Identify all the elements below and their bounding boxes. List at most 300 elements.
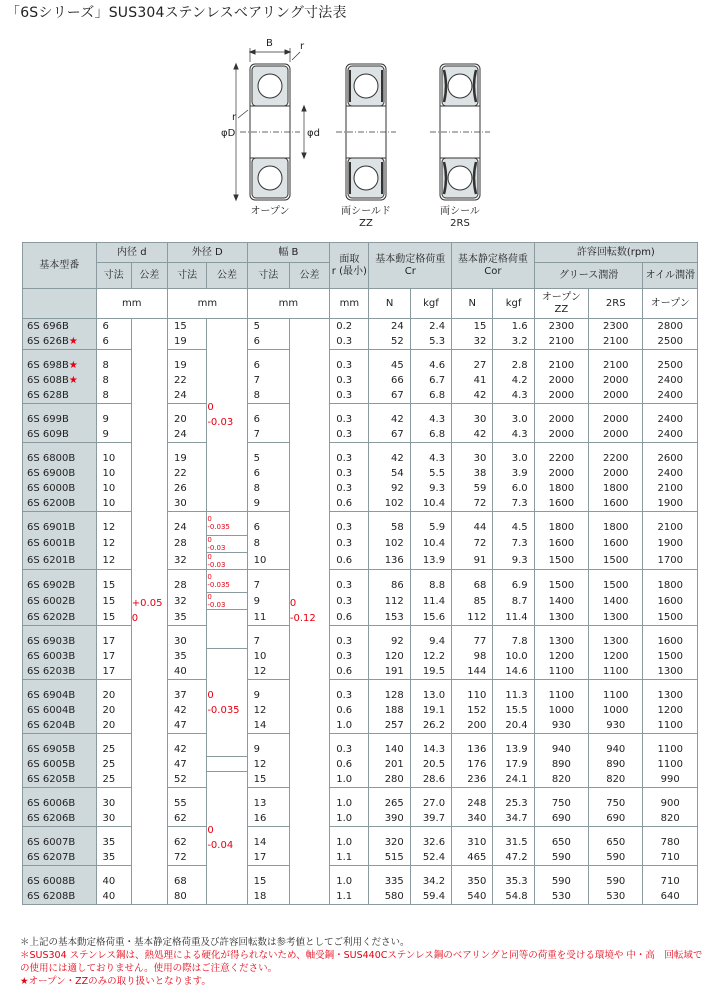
dynamic-load-kgf-cell: 4.3 <box>410 404 451 428</box>
chamfer-cell: 0.3 <box>330 569 369 593</box>
tolerance-value: -0.03 <box>207 543 226 552</box>
chamfer-cell: 0.6 <box>330 610 369 626</box>
outer-diameter-cell: 20 <box>168 404 207 428</box>
chamfer-cell: 0.3 <box>330 443 369 467</box>
dynamic-load-kgf-cell: 6.7 <box>410 373 451 388</box>
width-cell: 10 <box>247 552 289 569</box>
chamfer-cell: 0.3 <box>330 625 369 649</box>
chamfer-cell: 0.3 <box>330 388 369 404</box>
table-row <box>23 826 698 850</box>
width-cell: 12 <box>247 703 289 718</box>
speed-2rs-cell: 2100 <box>589 350 643 374</box>
speed-open-zz-cell: 590 <box>534 850 588 866</box>
table-row <box>23 787 698 811</box>
dynamic-load-kgf-cell: 10.4 <box>410 496 451 512</box>
model-cell <box>23 512 97 536</box>
table-row <box>23 865 698 889</box>
inner-diameter-cell: 40 <box>96 889 131 905</box>
static-load-kgf-cell: 34.7 <box>493 811 534 827</box>
static-load-kgf-cell: 7.8 <box>493 625 534 649</box>
outer-diameter-cell: 32 <box>168 552 207 569</box>
width-cell: 8 <box>247 481 289 496</box>
static-load-n-cell: 310 <box>452 826 493 850</box>
inner-diameter-cell: 10 <box>96 481 131 496</box>
inner-diameter-cell: 12 <box>96 512 131 536</box>
unit-dyn-kgf: kgf <box>410 289 451 319</box>
dim-label-b: B <box>266 38 273 49</box>
speed-open-zz-cell: 1400 <box>534 593 588 610</box>
table-row <box>23 757 698 772</box>
outer-tolerance-cell <box>207 610 247 649</box>
dynamic-load-n-cell: 92 <box>369 481 410 496</box>
static-load-kgf-cell: 17.9 <box>493 757 534 772</box>
speed-oil-open-cell: 1300 <box>643 664 698 680</box>
dynamic-load-n-cell: 257 <box>369 718 410 734</box>
dynamic-load-n-cell: 191 <box>369 664 410 680</box>
outer-tolerance-cell <box>207 649 247 757</box>
dynamic-load-n-cell: 58 <box>369 512 410 536</box>
static-load-n-cell: 200 <box>452 718 493 734</box>
speed-2rs-cell: 890 <box>589 757 643 772</box>
chamfer-cell: 0.3 <box>330 679 369 703</box>
model-cell <box>23 664 97 680</box>
speed-2rs-cell: 2200 <box>589 443 643 467</box>
static-load-kgf-cell: 31.5 <box>493 826 534 850</box>
hdr-chamfer: 面取 r (最小) <box>330 243 369 289</box>
speed-open-zz-cell: 750 <box>534 787 588 811</box>
width-cell: 9 <box>247 593 289 610</box>
model-cell <box>23 481 97 496</box>
width-cell: 6 <box>247 350 289 374</box>
tolerance-value: -0.035 <box>207 704 240 716</box>
width-cell: 9 <box>247 679 289 703</box>
model-cell <box>23 787 97 811</box>
outer-tolerance-cell <box>207 512 247 536</box>
speed-oil-open-cell: 1100 <box>643 757 698 772</box>
speed-2rs-cell: 1500 <box>589 569 643 593</box>
outer-diameter-cell: 52 <box>168 772 207 788</box>
star-icon: ★ <box>68 375 78 386</box>
static-load-kgf-cell: 25.3 <box>493 787 534 811</box>
table-row <box>23 443 698 467</box>
speed-open-zz-cell: 2200 <box>534 443 588 467</box>
chamfer-cell: 1.0 <box>330 865 369 889</box>
dynamic-load-n-cell: 390 <box>369 811 410 827</box>
speed-open-zz-cell: 2000 <box>534 388 588 404</box>
dynamic-load-n-cell: 67 <box>369 388 410 404</box>
dynamic-load-n-cell: 265 <box>369 787 410 811</box>
open-bearing-drawing <box>234 48 306 200</box>
dynamic-load-n-cell: 67 <box>369 427 410 443</box>
hdr-width-size: 寸法 <box>247 263 289 289</box>
static-load-n-cell: 91 <box>452 552 493 569</box>
hdr-inner: 内径 d <box>96 243 168 263</box>
static-load-n-cell: 42 <box>452 388 493 404</box>
speed-oil-open-cell: 1100 <box>643 733 698 757</box>
table-row <box>23 373 698 388</box>
model-cell <box>23 552 97 569</box>
dynamic-load-kgf-cell: 15.6 <box>410 610 451 626</box>
static-load-n-cell: 72 <box>452 535 493 552</box>
static-load-kgf-cell: 1.6 <box>493 319 534 335</box>
model-cell <box>23 718 97 734</box>
chamfer-cell: 0.6 <box>330 496 369 512</box>
dynamic-load-kgf-cell: 9.4 <box>410 625 451 649</box>
static-load-n-cell: 540 <box>452 889 493 905</box>
dynamic-load-n-cell: 92 <box>369 625 410 649</box>
outer-diameter-cell: 37 <box>168 679 207 703</box>
tolerance-value: 0 <box>207 402 214 413</box>
dynamic-load-n-cell: 120 <box>369 649 410 664</box>
zz-bearing-drawing <box>336 64 396 200</box>
diagram-label-2rs-text: 両シール <box>440 206 480 217</box>
dynamic-load-kgf-cell: 19.1 <box>410 703 451 718</box>
static-load-n-cell: 59 <box>452 481 493 496</box>
static-load-kgf-cell: 3.0 <box>493 443 534 467</box>
chamfer-cell: 0.3 <box>330 427 369 443</box>
tolerance-value: 0 <box>131 613 139 625</box>
dynamic-load-n-cell: 112 <box>369 593 410 610</box>
outer-diameter-cell: 42 <box>168 703 207 718</box>
dynamic-load-n-cell: 140 <box>369 733 410 757</box>
dynamic-load-n-cell: 188 <box>369 703 410 718</box>
outer-diameter-cell: 32 <box>168 593 207 610</box>
speed-open-zz-cell: 820 <box>534 772 588 788</box>
width-cell: 16 <box>247 811 289 827</box>
inner-diameter-cell: 20 <box>96 679 131 703</box>
speed-2rs-cell: 2000 <box>589 388 643 404</box>
hdr-model-blank <box>23 289 97 319</box>
table-row <box>23 593 698 610</box>
outer-diameter-cell: 42 <box>168 733 207 757</box>
static-load-kgf-cell: 11.3 <box>493 679 534 703</box>
tolerance-value: 0 <box>207 824 214 836</box>
hdr-model: 基本型番 <box>23 243 97 289</box>
notes <box>20 936 710 988</box>
outer-diameter-cell: 26 <box>168 481 207 496</box>
diagram-label-open <box>240 206 300 218</box>
static-load-n-cell: 30 <box>452 404 493 428</box>
unit-outer: mm <box>168 289 248 319</box>
dynamic-load-kgf-cell: 2.4 <box>410 319 451 335</box>
model-cell <box>23 373 97 388</box>
model-number: 6S 6207B <box>27 851 76 863</box>
tolerance-value: -0.035 <box>207 523 230 532</box>
speed-2rs-cell: 690 <box>589 811 643 827</box>
chamfer-cell: 0.6 <box>330 757 369 772</box>
inner-diameter-cell: 12 <box>96 535 131 552</box>
speed-oil-open-cell: 640 <box>643 889 698 905</box>
unit-2rs: 2RS <box>589 289 643 319</box>
inner-diameter-cell: 10 <box>96 496 131 512</box>
width-cell: 12 <box>247 757 289 772</box>
speed-open-zz-cell: 650 <box>534 826 588 850</box>
dynamic-load-kgf-cell: 39.7 <box>410 811 451 827</box>
model-number: 6S 608B <box>27 375 69 386</box>
static-load-n-cell: 465 <box>452 850 493 866</box>
model-number: 6S 6002B <box>27 595 76 607</box>
tolerance-value: -0.035 <box>207 580 230 589</box>
speed-open-zz-cell: 1500 <box>534 552 588 569</box>
model-number: 6S 6000B <box>27 483 76 494</box>
outer-diameter-cell: 22 <box>168 373 207 388</box>
static-load-n-cell: 44 <box>452 512 493 536</box>
chamfer-cell: 0.3 <box>330 334 369 350</box>
chamfer-cell: 0.3 <box>330 535 369 552</box>
diagram-label-2rs <box>424 206 496 230</box>
speed-oil-open-cell: 1800 <box>643 569 698 593</box>
table-row <box>23 388 698 404</box>
chamfer-cell: 0.3 <box>330 593 369 610</box>
static-load-kgf-cell: 4.2 <box>493 373 534 388</box>
table-row <box>23 496 698 512</box>
width-cell: 9 <box>247 733 289 757</box>
table-row <box>23 535 698 552</box>
speed-open-zz-cell: 1000 <box>534 703 588 718</box>
hdr-outer-tol: 公差 <box>207 263 247 289</box>
speed-2rs-cell: 1500 <box>589 552 643 569</box>
static-load-kgf-cell: 2.8 <box>493 350 534 374</box>
inner-diameter-cell: 10 <box>96 443 131 467</box>
outer-diameter-cell: 28 <box>168 535 207 552</box>
speed-2rs-cell: 1800 <box>589 512 643 536</box>
table-head <box>23 243 698 319</box>
tolerance-value: -0.04 <box>207 839 234 851</box>
tolerance-value: -0.03 <box>207 417 234 428</box>
dynamic-load-kgf-cell: 32.6 <box>410 826 451 850</box>
speed-2rs-cell: 530 <box>589 889 643 905</box>
model-cell <box>23 679 97 703</box>
chamfer-cell: 0.3 <box>330 404 369 428</box>
diagram-label-open-text: オープン <box>250 206 290 217</box>
unit-open: オープン <box>643 289 698 319</box>
width-cell: 14 <box>247 718 289 734</box>
model-number: 6S 6003B <box>27 650 76 662</box>
chamfer-cell: 0.3 <box>330 373 369 388</box>
table-row <box>23 569 698 593</box>
model-cell <box>23 865 97 889</box>
speed-oil-open-cell: 1500 <box>643 610 698 626</box>
speed-open-zz-cell: 2000 <box>534 466 588 481</box>
speed-open-zz-cell: 1200 <box>534 649 588 664</box>
inner-diameter-cell: 20 <box>96 703 131 718</box>
static-load-kgf-cell: 24.1 <box>493 772 534 788</box>
chamfer-cell: 0.3 <box>330 350 369 374</box>
speed-oil-open-cell: 2400 <box>643 373 698 388</box>
star-icon: ★ <box>68 336 78 347</box>
speed-2rs-cell: 590 <box>589 850 643 866</box>
inner-diameter-cell: 15 <box>96 593 131 610</box>
outer-diameter-cell: 24 <box>168 388 207 404</box>
note-line: ＊上記の基本動定格荷重・基本静定格荷重及び許容回転数は参考値としてご利用ください。 <box>20 937 410 948</box>
dynamic-load-kgf-cell: 5.5 <box>410 466 451 481</box>
model-cell <box>23 625 97 649</box>
chamfer-cell: 1.0 <box>330 718 369 734</box>
dynamic-load-n-cell: 153 <box>369 610 410 626</box>
outer-diameter-cell: 24 <box>168 512 207 536</box>
model-number: 6S 6008B <box>27 875 76 887</box>
outer-diameter-cell: 35 <box>168 610 207 626</box>
inner-diameter-cell: 17 <box>96 649 131 664</box>
static-load-n-cell: 42 <box>452 427 493 443</box>
model-number: 6S 699B <box>27 414 69 425</box>
outer-tolerance-cell <box>207 535 247 552</box>
speed-oil-open-cell: 2100 <box>643 512 698 536</box>
dynamic-load-n-cell: 86 <box>369 569 410 593</box>
inner-diameter-cell: 17 <box>96 664 131 680</box>
table-row <box>23 319 698 335</box>
dynamic-load-kgf-cell: 20.5 <box>410 757 451 772</box>
table-row <box>23 679 698 703</box>
inner-diameter-cell: 8 <box>96 388 131 404</box>
inner-diameter-cell: 30 <box>96 787 131 811</box>
static-load-n-cell: 77 <box>452 625 493 649</box>
speed-open-zz-cell: 690 <box>534 811 588 827</box>
outer-diameter-cell: 35 <box>168 649 207 664</box>
tolerance-value: 0 <box>207 552 212 561</box>
inner-diameter-cell: 20 <box>96 718 131 734</box>
static-load-kgf-cell: 20.4 <box>493 718 534 734</box>
model-number: 6S 6904B <box>27 689 76 701</box>
model-number: 6S 6001B <box>27 538 76 549</box>
static-load-kgf-cell: 6.0 <box>493 481 534 496</box>
outer-diameter-cell: 47 <box>168 718 207 734</box>
static-load-kgf-cell: 8.7 <box>493 593 534 610</box>
table-row <box>23 427 698 443</box>
static-load-kgf-cell: 7.3 <box>493 496 534 512</box>
table-row <box>23 811 698 827</box>
note-line: ★オープン・ZZのみの取り扱いとなります。 <box>20 976 211 987</box>
speed-open-zz-cell: 2300 <box>534 319 588 335</box>
model-cell <box>23 535 97 552</box>
outer-diameter-cell: 72 <box>168 850 207 866</box>
dynamic-load-n-cell: 45 <box>369 350 410 374</box>
speed-oil-open-cell: 780 <box>643 826 698 850</box>
static-load-kgf-cell: 6.9 <box>493 569 534 593</box>
tolerance-value: -0.03 <box>207 560 226 569</box>
model-number: 6S 6005B <box>27 758 76 770</box>
dynamic-load-n-cell: 580 <box>369 889 410 905</box>
outer-diameter-cell: 68 <box>168 865 207 889</box>
model-number: 6S 6800B <box>27 453 76 464</box>
speed-oil-open-cell: 2100 <box>643 481 698 496</box>
model-number: 6S 6208B <box>27 890 76 902</box>
model-cell <box>23 826 97 850</box>
page-title: 「6Sシリーズ」SUS304ステンレスベアリング寸法表 <box>6 5 347 21</box>
outer-diameter-cell: 24 <box>168 427 207 443</box>
tolerance-value: +0.05 <box>131 598 163 610</box>
model-cell <box>23 443 97 467</box>
speed-oil-open-cell: 2400 <box>643 466 698 481</box>
static-load-kgf-cell: 54.8 <box>493 889 534 905</box>
chamfer-cell: 0.3 <box>330 481 369 496</box>
static-load-n-cell: 41 <box>452 373 493 388</box>
inner-diameter-cell: 9 <box>96 404 131 428</box>
static-load-n-cell: 152 <box>452 703 493 718</box>
speed-open-zz-cell: 2100 <box>534 334 588 350</box>
tolerance-value: 0 <box>207 572 212 581</box>
inner-diameter-cell: 6 <box>96 319 131 335</box>
speed-2rs-cell: 1800 <box>589 481 643 496</box>
static-load-n-cell: 15 <box>452 319 493 335</box>
model-number: 6S 628B <box>27 390 69 401</box>
width-cell: 6 <box>247 466 289 481</box>
static-load-kgf-cell: 4.5 <box>493 512 534 536</box>
speed-oil-open-cell: 2600 <box>643 443 698 467</box>
model-number: 6S 6203B <box>27 665 76 677</box>
model-number: 6S 626B <box>27 336 69 347</box>
dynamic-load-kgf-cell: 28.6 <box>410 772 451 788</box>
hdr-speed: 許容回転数(rpm) <box>534 243 697 263</box>
inner-diameter-cell: 12 <box>96 552 131 569</box>
static-load-kgf-cell: 10.0 <box>493 649 534 664</box>
rs-bearing-drawing <box>430 64 490 200</box>
model-number: 6S 696B <box>27 321 69 332</box>
static-load-kgf-cell: 3.9 <box>493 466 534 481</box>
speed-oil-open-cell: 900 <box>643 787 698 811</box>
dynamic-load-n-cell: 128 <box>369 679 410 703</box>
speed-2rs-cell: 1600 <box>589 535 643 552</box>
table-row <box>23 649 698 664</box>
width-cell: 7 <box>247 373 289 388</box>
model-number: 6S 6006B <box>27 797 76 809</box>
unit-open-zz: オープン ZZ <box>534 289 588 319</box>
model-cell <box>23 496 97 512</box>
model-number: 6S 698B <box>27 360 69 371</box>
table-body <box>23 319 698 905</box>
model-cell <box>23 850 97 866</box>
table-row <box>23 350 698 374</box>
tolerance-value: 0 <box>207 515 212 524</box>
static-load-n-cell: 68 <box>452 569 493 593</box>
dynamic-load-kgf-cell: 6.8 <box>410 427 451 443</box>
static-load-kgf-cell: 35.3 <box>493 865 534 889</box>
dynamic-load-n-cell: 66 <box>369 373 410 388</box>
dynamic-load-kgf-cell: 11.4 <box>410 593 451 610</box>
outer-diameter-cell: 22 <box>168 466 207 481</box>
dynamic-load-n-cell: 136 <box>369 552 410 569</box>
inner-diameter-cell: 40 <box>96 865 131 889</box>
width-cell: 17 <box>247 850 289 866</box>
inner-diameter-cell: 6 <box>96 334 131 350</box>
speed-open-zz-cell: 1600 <box>534 496 588 512</box>
speed-2rs-cell: 2300 <box>589 319 643 335</box>
model-number: 6S 609B <box>27 429 69 440</box>
dynamic-load-kgf-cell: 12.2 <box>410 649 451 664</box>
table-row <box>23 772 698 788</box>
dim-label-phi-d-inner: φd <box>307 128 320 139</box>
outer-diameter-cell: 19 <box>168 334 207 350</box>
width-cell: 6 <box>247 404 289 428</box>
speed-open-zz-cell: 590 <box>534 865 588 889</box>
static-load-n-cell: 236 <box>452 772 493 788</box>
speed-open-zz-cell: 530 <box>534 889 588 905</box>
outer-diameter-cell: 62 <box>168 826 207 850</box>
diagram-label-zz-sub: ZZ <box>359 218 373 229</box>
speed-open-zz-cell: 1300 <box>534 610 588 626</box>
model-cell <box>23 334 97 350</box>
static-load-kgf-cell: 14.6 <box>493 664 534 680</box>
model-cell <box>23 404 97 428</box>
diagram-label-2rs-sub: 2RS <box>450 218 470 229</box>
speed-oil-open-cell: 1600 <box>643 625 698 649</box>
inner-diameter-cell: 8 <box>96 350 131 374</box>
dynamic-load-kgf-cell: 52.4 <box>410 850 451 866</box>
outer-diameter-cell: 19 <box>168 443 207 467</box>
speed-2rs-cell: 1200 <box>589 649 643 664</box>
width-cell: 13 <box>247 787 289 811</box>
tolerance-value: 0 <box>207 593 212 601</box>
